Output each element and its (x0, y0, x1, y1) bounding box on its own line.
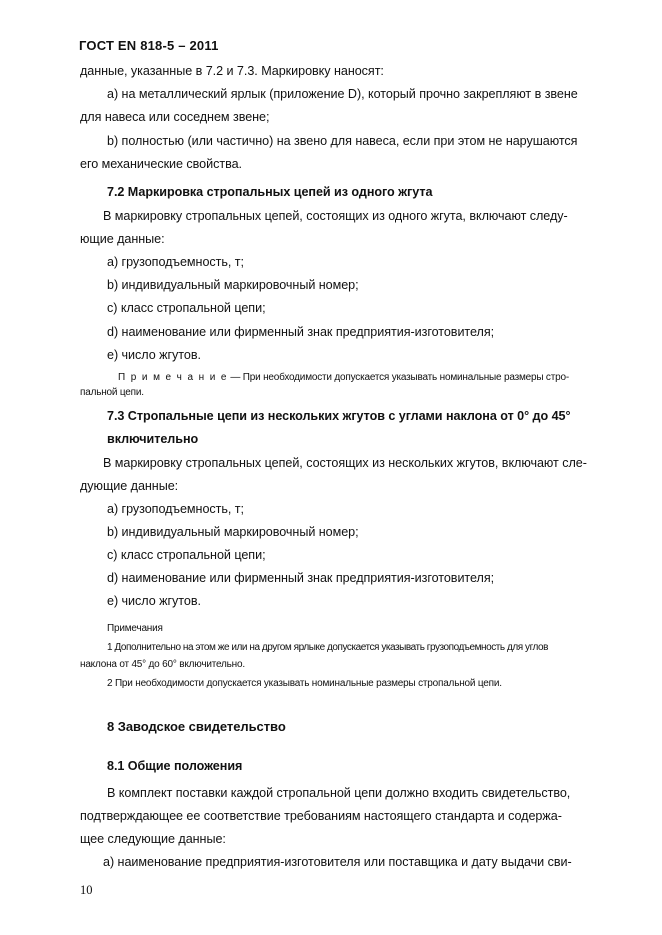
section-8-1-para-line-3: щее следующие данные: (80, 832, 226, 846)
list-item-b-line-2: его механические свойства. (80, 157, 242, 171)
list-item: a) грузоподъемность, т; (107, 502, 244, 516)
list-item: c) класс стропальной цепи; (107, 301, 266, 315)
list-item: e) число жгутов. (107, 348, 201, 362)
section-7-3-heading-line-2: включительно (107, 432, 199, 446)
section-8-1-para-line-2: подтверждающее ее соответствие требованиям настоящего стандарта и содержа- (80, 809, 562, 823)
section-7-2-note-line-2: пальной цепи. (80, 387, 144, 398)
section-8-heading: 8 Заводское свидетельство (107, 719, 286, 734)
section-8-1-item-a: а) наименование предприятия-изготовителя или поставщика и дату выдачи сви- (103, 855, 572, 869)
section-7-3-note-1-line-2: наклона от 45° до 60° включительно. (80, 659, 245, 670)
note-text: — При необходимости допускается указывать номинальные размеры стро- (227, 372, 569, 383)
section-7-2-para-line-1: В маркировку стропальных цепей, состоящих из одного жгута, включают следу- (103, 209, 568, 223)
section-7-3-notes-label: Примечания (107, 623, 163, 634)
list-item: d) наименование или фирменный знак предприятия-изготовителя; (107, 325, 495, 339)
note-label: П р и м е ч а н и е (118, 372, 228, 383)
intro-line: данные, указанные в 7.2 и 7.3. Маркировку наносят: (80, 64, 384, 78)
section-7-2-para-line-2: ющие данные: (80, 232, 165, 246)
section-8-1-para-line-1: В комплект поставки каждой стропальной цепи должно входить свидетельство, (107, 786, 571, 800)
list-item-a-line-1: а) на металлический ярлык (приложение D), который прочно закрепляют в звене (107, 87, 578, 101)
section-7-3-heading-line-1: 7.3 Стропальные цепи из нескольких жгутов с углами наклона от 0° до 45° (107, 409, 571, 423)
list-item: b) индивидуальный маркировочный номер; (107, 278, 359, 292)
list-item-a-line-2: для навеса или соседнем звене; (80, 110, 270, 124)
section-8-1-heading: 8.1 Общие положения (107, 759, 243, 773)
section-7-3-note-2: 2 При необходимости допускается указывать номинальные размеры стропальной цепи. (107, 678, 502, 689)
list-item-b-line-1: b) полностью (или частично) на звено для навеса, если при этом не нарушаются (107, 134, 578, 148)
section-7-2-heading: 7.2 Маркировка стропальных цепей из одного жгута (107, 185, 433, 199)
section-7-3-note-1-line-1: 1 Дополнительно на этом же или на другом ярлыке допускается указывать грузоподъемность для углов (107, 642, 549, 653)
section-7-2-note (118, 371, 569, 384)
section-7-3-para-line-1: В маркировку стропальных цепей, состоящих из нескольких жгутов, включают сле- (103, 456, 587, 470)
list-item: d) наименование или фирменный знак предприятия-изготовителя; (107, 571, 495, 585)
list-item: c) класс стропальной цепи; (107, 548, 266, 562)
list-item: e) число жгутов. (107, 594, 201, 608)
page-number: 10 (80, 883, 93, 897)
list-item: a) грузоподъемность, т; (107, 255, 244, 269)
document-header-title: ГОСТ EN 818-5 – 2011 (79, 38, 219, 53)
list-item: b) индивидуальный маркировочный номер; (107, 525, 359, 539)
section-7-3-para-line-2: дующие данные: (80, 479, 179, 493)
